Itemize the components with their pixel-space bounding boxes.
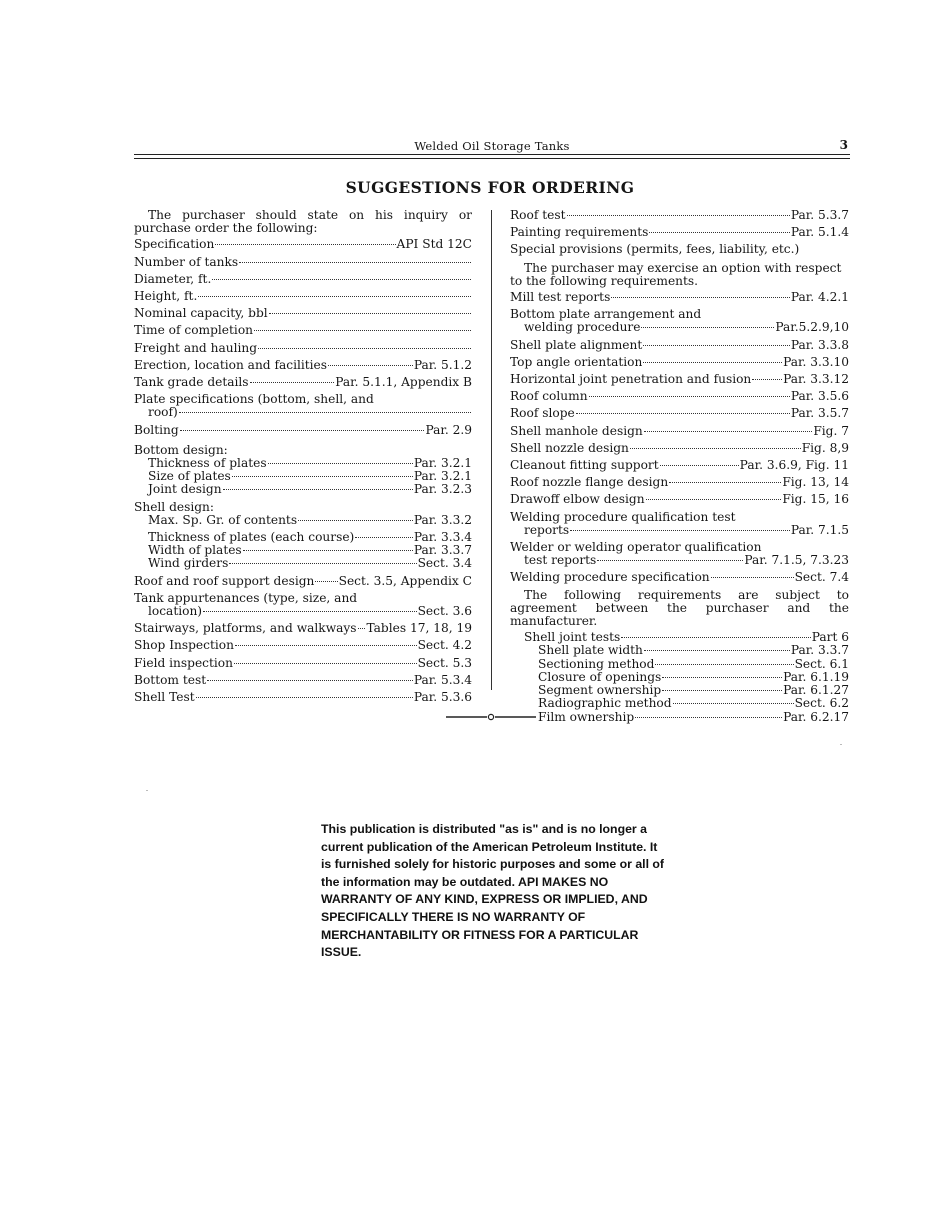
entry-shell-thickness: Thickness of plates (each course) Par. 3.3.4 <box>148 530 472 545</box>
entry-shell-manhole: Shell manhole design Fig. 7 <box>510 423 849 438</box>
entry-special-provisions: Special provisions (permits, fees, liability, etc.) <box>510 242 800 257</box>
entry-appurtenances: Tank appurtenances (type, size, and location) Sect. 3.6 <box>134 590 472 619</box>
entry-bottom-plate-arrangement: Bottom plate arrangement and welding procedure Par.5.2.9,10 <box>510 307 849 335</box>
entry-shell-max-sp-gr: Max. Sp. Gr. of contents Par. 3.3.2 <box>148 512 472 527</box>
entry-mill-test: Mill test reports Par. 4.2.1 <box>510 290 849 305</box>
entry-shell-width: Width of plates Par. 3.3.7 <box>148 543 472 558</box>
intro-paragraph: The purchaser should state on his inquiry or purchase order the following: <box>134 208 472 236</box>
entry-shell-alignment: Shell plate alignment Par. 3.3.8 <box>510 337 849 352</box>
entry-welder-qualification: Welder or welding operator qualification test reports Par. 7.1.5, 7.3.23 <box>510 540 849 568</box>
entry-horizontal-joint: Horizontal joint penetration and fusion Par. 3.3.12 <box>510 372 849 387</box>
entry-cleanout: Cleanout fitting support Par. 3.6.9, Fig. 11 <box>510 458 849 473</box>
entry-roof-test: Roof test Par. 5.3.7 <box>510 208 849 222</box>
entry-shop-inspection: Shop Inspection Sect. 4.2 <box>134 638 472 653</box>
entry-wind-girders: Wind girders Sect. 3.4 <box>148 556 472 571</box>
entry-top-angle: Top angle orientation Par. 3.3.10 <box>510 354 849 369</box>
header-rule-thick <box>134 154 850 155</box>
entry-closure: Closure of openings Par. 6.1.19 <box>538 669 849 684</box>
entry-plate-specifications: Plate specifications (bottom, shell, and roof) <box>134 393 472 419</box>
section-end-ornament <box>446 713 536 721</box>
entry-diameter: Diameter, ft. <box>134 273 472 286</box>
entry-wps: Welding procedure specification Sect. 7.4 <box>510 570 849 585</box>
entry-wpq-reports: Welding procedure qualification test reports Par. 7.1.5 <box>510 509 849 537</box>
entry-tank-grade: Tank grade details Par. 5.1.1, Appendix B <box>134 375 472 390</box>
entry-painting: Painting requirements Par. 5.1.4 <box>510 225 849 240</box>
page-number: 3 <box>839 138 848 152</box>
agreement-paragraph: The following requirements are subject to agreement between the purchaser and the manufacturer. <box>510 587 849 629</box>
left-column <box>134 209 472 708</box>
entry-segment: Segment ownership Par. 6.1.27 <box>538 683 849 698</box>
running-title: Welded Oil Storage Tanks <box>414 139 570 153</box>
entry-freight: Freight and hauling <box>134 342 472 355</box>
entry-shell-plate-width: Shell plate width Par. 3.3.7 <box>538 643 849 658</box>
shell-design-group: Shell design: Max. Sp. Gr. of contents Par. 3.3.2 Thickness of plates (each course) Par. 3.3.4 Width of plates Par. 3.3.7 Wind girders Sect. 3.4 <box>134 499 472 571</box>
entry-roof-nozzle: Roof nozzle flange design Fig. 13, 14 <box>510 475 849 490</box>
entry-nominal-capacity: Nominal capacity, bbl <box>134 307 472 320</box>
option-paragraph: The purchaser may exercise an option with respect to the following requirements. <box>510 260 842 288</box>
running-header <box>134 139 850 153</box>
section-heading: SUGGESTIONS FOR ORDERING <box>345 178 635 197</box>
entry-drawoff: Drawoff elbow design Fig. 15, 16 <box>510 492 849 507</box>
scan-speck <box>840 744 842 745</box>
entry-field-inspection: Field inspection Sect. 5.3 <box>134 655 472 670</box>
entry-shell-joint-tests: Shell joint tests Part 6 <box>524 630 849 645</box>
entry-erection: Erection, location and facilities Par. 5.1.2 <box>134 357 472 372</box>
entry-height: Height, ft. <box>134 290 472 303</box>
entry-bottom-size: Size of plates Par. 3.2.1 <box>148 469 472 484</box>
entry-bottom-test: Bottom test Par. 5.3.4 <box>134 672 472 687</box>
entry-roof-support: Roof and roof support design Sect. 3.5, Appendix C <box>134 573 472 588</box>
entry-radiographic: Radiographic method Sect. 6.2 <box>538 696 849 711</box>
entry-roof-slope: Roof slope Par. 3.5.7 <box>510 406 849 421</box>
entry-shell-test: Shell Test Par. 5.3.6 <box>134 690 472 705</box>
header-rule-thin <box>134 158 850 159</box>
right-column <box>510 209 849 724</box>
entry-shell-nozzle: Shell nozzle design Fig. 8,9 <box>510 440 849 455</box>
disclaimer-notice: This publication is distributed "as is" and is no longer a current publication of the American Petroleum Institute. It is furnished solely for historic purposes and some or all of the information may be outdated. API MAKES NO WARRANTY OF ANY KIND, EXPRESS OR IMPLIED, AND SPECIFICALLY THERE IS NO WARRANTY OF MERCHANTABILITY OR FITNESS FOR A PARTICULAR ISSUE. <box>321 822 665 960</box>
entry-bottom-joint: Joint design Par. 3.2.3 <box>148 482 472 497</box>
entry-time-of-completion: Time of completion <box>134 324 472 337</box>
bottom-design-group: Bottom design: Thickness of plates Par. 3.2.1 Size of plates Par. 3.2.1 Joint design Par. 3.2.3 <box>134 442 472 497</box>
entry-bolting: Bolting Par. 2.9 <box>134 422 472 437</box>
entry-number-of-tanks: Number of tanks <box>134 256 472 269</box>
column-divider <box>491 210 492 690</box>
scan-speck <box>146 790 148 791</box>
entry-roof-column: Roof column Par. 3.5.6 <box>510 389 849 404</box>
entry-sectioning: Sectioning method Sect. 6.1 <box>538 656 849 671</box>
entry-film: Film ownership Par. 6.2.17 <box>538 709 849 724</box>
entry-specification: Specification API Std 12C <box>134 237 472 252</box>
entry-bottom-thickness: Thickness of plates Par. 3.2.1 <box>148 456 472 471</box>
entry-stairways: Stairways, platforms, and walkways Tables 17, 18, 19 <box>134 621 472 636</box>
